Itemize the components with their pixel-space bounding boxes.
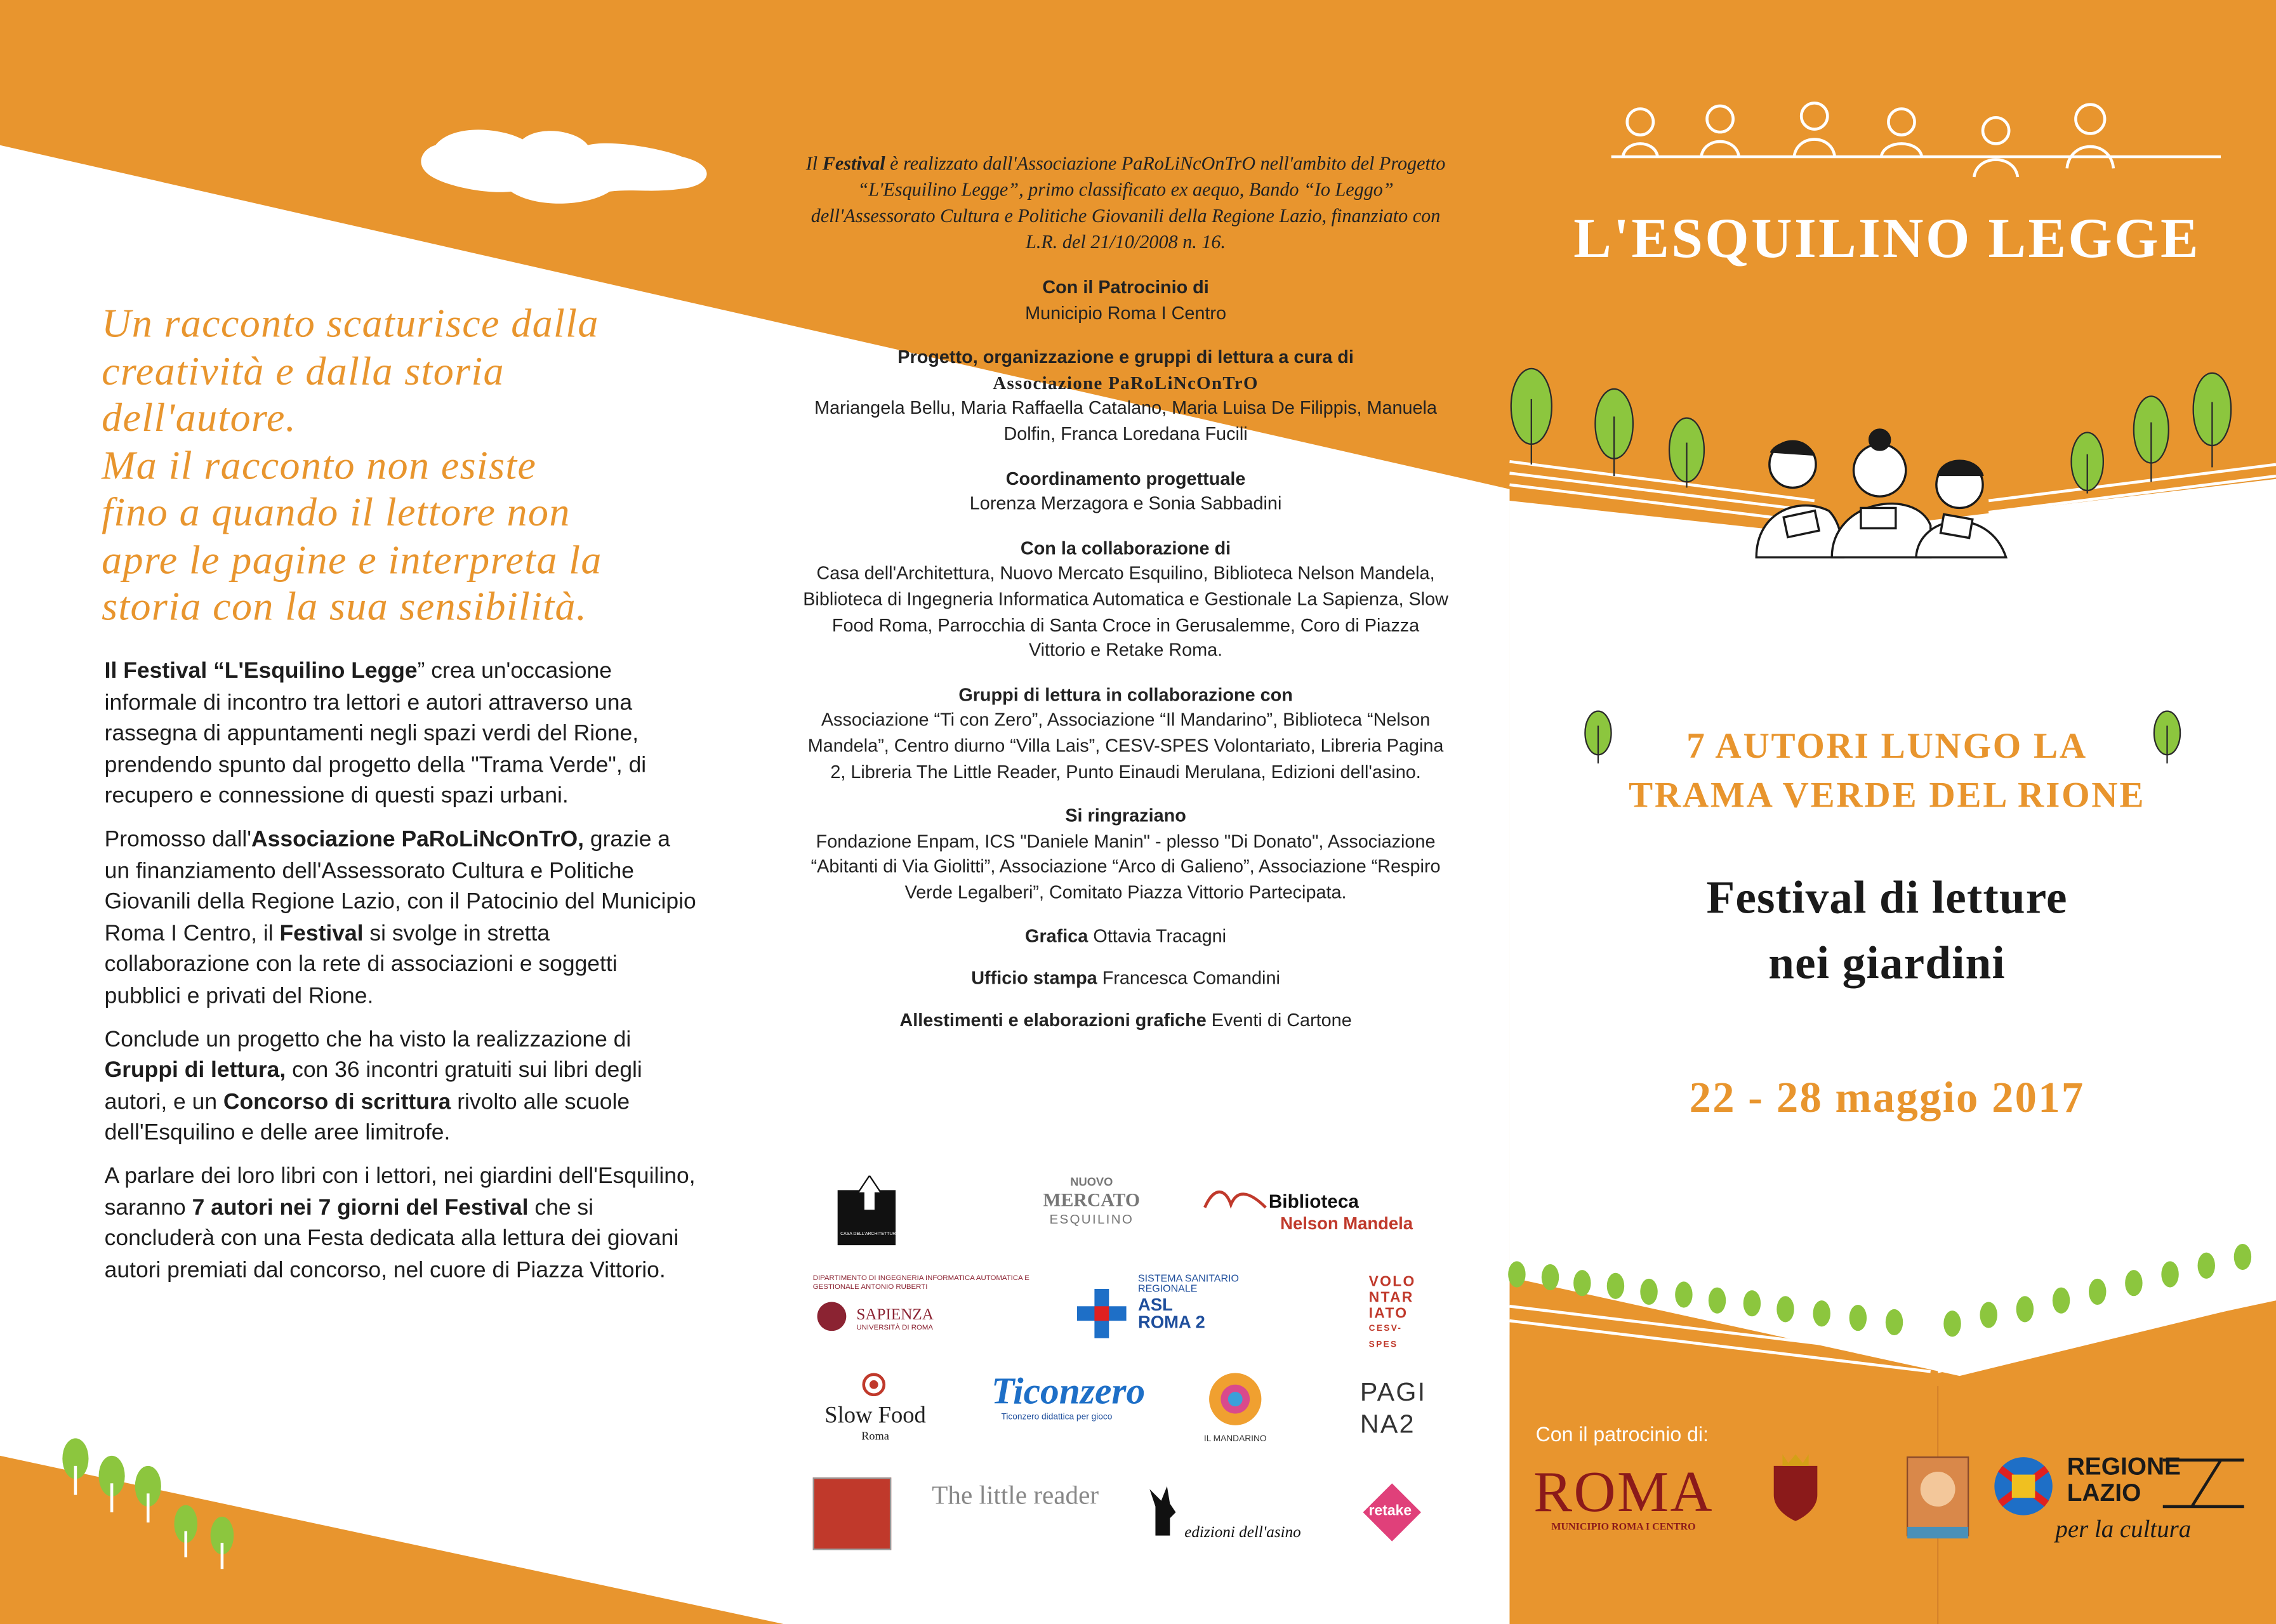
retake-logo: retake xyxy=(1360,1481,1424,1545)
section-heading: Con il Patrocinio di xyxy=(1042,277,1209,298)
asl-roma2-logo: SISTEMA SANITARIO REGIONALE ASL ROMA 2 xyxy=(1077,1274,1295,1338)
quote-line: creatività e dalla storia xyxy=(102,349,505,394)
quote-line: storia con la sua sensibilità. xyxy=(102,584,588,630)
section-text: Associazione PaRoLiNcOnTrO xyxy=(993,373,1259,393)
section-text: Casa dell'Architettura, Nuovo Mercato Esquilino, Biblioteca Nelson Mandela, Biblioteca di Ingegneria Informatica Automatica e Gestionale La Sapienza, Slow Food Roma, Parrocchia di Santa Croce in Gerusalemme, Coro di Piazza Vittorio e Retake Roma. xyxy=(803,564,1448,661)
section-heading: Gruppi di lettura in collaborazione con xyxy=(958,684,1293,705)
credits-column xyxy=(803,151,1449,1050)
casa-architettura-logo: CASA DELL'ARCHITETTURA xyxy=(838,1175,908,1245)
credits-line: Ufficio stampa Francesca Comandini xyxy=(971,968,1280,989)
cover-subtitle: 7 AUTORI LUNGO LA TRAMA VERDE DEL RIONE xyxy=(1628,727,2146,816)
credits-section xyxy=(803,537,1449,664)
festival-dates: 22 - 28 maggio 2017 xyxy=(1689,1074,2085,1122)
little-reader-logo: The little reader xyxy=(932,1480,1099,1510)
municipio-emblem-icon xyxy=(1905,1455,1971,1541)
biblioteca-mandela-logo: Biblioteca Nelson Mandela xyxy=(1202,1184,1427,1242)
patronage-label: Con il patrocinio di: xyxy=(1535,1422,1709,1446)
punto-einaudi-logo xyxy=(813,1477,891,1550)
section-heading: Si ringraziano xyxy=(1065,805,1186,826)
roma-shield-icon xyxy=(1771,1451,1820,1524)
readers-illustration xyxy=(1742,424,2018,564)
section-heading: Progetto, organizzazione e gruppi di lettura a cura di xyxy=(897,347,1354,368)
il-mandarino-logo: IL MANDARINO xyxy=(1194,1370,1276,1451)
credits-line: Allestimenti e elaborazioni grafiche Eventi di Cartone xyxy=(899,1009,1352,1030)
paragraph: Conclude un progetto che ha visto la realizzazione di Gruppi di lettura, con 36 incontri gratuiti sui libri degli autori, e un Concorso di scrittura rivolto alle scuole dell'Esquilino e delle aree limitrofe. xyxy=(104,1027,642,1146)
quote-line: dell'autore. xyxy=(102,396,297,442)
slow-food-logo: Slow Food Roma xyxy=(810,1370,941,1448)
roma-municipio-logo: ROMA MUNICIPIO ROMA I CENTRO xyxy=(1533,1458,1714,1533)
section-heading: Con la collaborazione di xyxy=(1020,538,1231,558)
sapienza-logo: DIPARTIMENTO DI INGEGNERIA INFORMATICA AUTOMATICA E GESTIONALE ANTONIO RUBERTI SAPIENZA UNIVERSITÀ DI ROMA xyxy=(812,1274,1029,1333)
section-text: Associazione “Ti con Zero”, Associazione “Il Mandarino”, Biblioteca “Nelson Mandela”, Centro diurno “Villa Lais”, CESV-SPES Volontariato, Libreria Pagina 2, Libreria The Little Reader, Punto Einaudi Merulana, Edizioni dell'asino. xyxy=(807,710,1444,782)
quote-line: Ma il racconto non esiste xyxy=(102,443,537,489)
intro-quote xyxy=(102,302,740,632)
mercato-esquilino-logo: NUOVO MERCATO ESQUILINO xyxy=(1043,1175,1141,1227)
paragraph: Promosso dall'Associazione PaRoLiNcOnTrO, grazie a un finanziamento dell'Assessorato Cultura e Politiche Giovanili della Regione Lazio, con il Patocinio del Municipio Roma I Centro, il Festival si svolge in stretta collaborazione con la rete di associazioni e soggetti pubblici e privati del Rione. xyxy=(104,827,696,1009)
credits-section xyxy=(803,346,1449,448)
credits-intro: Il Festival è realizzato dall'Associazione PaRoLiNcOnTrO nell'ambito del Progetto “L'Esquilino Legge”, primo classificato ex aequo, Bando “Io Leggo” dell'Assessorato Cultura e Politiche Giovanili della Regione Lazio, finanziato con L.R. del 21/10/2008 n. 16. xyxy=(805,152,1446,253)
tree-icon xyxy=(62,1438,234,1569)
quote-line: fino a quando il lettore non xyxy=(102,491,571,536)
brand-title: L'ESQUILINO LEGGE xyxy=(1573,208,2200,270)
tree-icon xyxy=(1508,1244,2251,1337)
ticonzero-logo: Ticonzero Ticonzero didattica per gioco xyxy=(991,1370,1146,1423)
readers-line-icon xyxy=(1611,99,2221,198)
credits-section xyxy=(803,804,1449,906)
section-text: Lorenza Merzagora e Sonia Sabbadini xyxy=(969,493,1282,514)
credits-section xyxy=(803,276,1449,327)
paragraph: Il Festival “L'Esquilino Legge” crea un'occasione informale di incontro tra lettori e autori attraverso una rassegna di appuntamenti negli spazi verdi del Rione, prendendo spunto dal progetto della "Trama Verde", di recupero e connessione di questi spazi urbani. xyxy=(104,659,647,809)
paragraph: A parlare dei loro libri con i lettori, nei giardini dell'Esquilino, saranno 7 autori nei 7 giorni del Festival che si concluderà con una Festa dedicata alla lettura dei giovani autori premiati dal concorso, nel cuore di Piazza Vittorio. xyxy=(104,1163,696,1283)
credits-line: Grafica Ottavia Tracagni xyxy=(1025,927,1227,947)
pagina2-logo: PAGI NA2 xyxy=(1360,1377,1427,1439)
festival-description xyxy=(105,656,700,1298)
section-text: Mariangela Bellu, Maria Raffaella Catalano, Maria Luisa De Filippis, Manuela Dolfin, Franca Loredana Fucili xyxy=(814,398,1437,444)
regione-lazio-logo: REGIONE LAZIO per la cultura xyxy=(1992,1455,2253,1550)
quote-line: Un racconto scaturisce dalla xyxy=(102,301,599,347)
volontariato-logo: VOLO NTAR IATO CESV-SPES xyxy=(1368,1274,1416,1350)
quote-line: apre le pagine e interpreta la xyxy=(102,538,602,583)
edizioni-asino-logo: edizioni dell'asino xyxy=(1147,1481,1307,1550)
section-heading: Coordinamento progettuale xyxy=(1005,468,1246,489)
credits-section xyxy=(803,683,1449,786)
festival-title: Festival di letture nei giardini xyxy=(1706,871,2068,989)
credits-section xyxy=(803,466,1449,517)
section-text: Fondazione Enpam, ICS "Daniele Manin" - plesso "Di Donato", Associazione “Abitanti di Via Giolitti”, Associazione “Arco di Galieno”, Associazione “Respiro Verde Legalberi”, Comitato Piazza Vittorio Partecipata. xyxy=(810,831,1441,903)
section-text: Municipio Roma I Centro xyxy=(1025,303,1227,324)
